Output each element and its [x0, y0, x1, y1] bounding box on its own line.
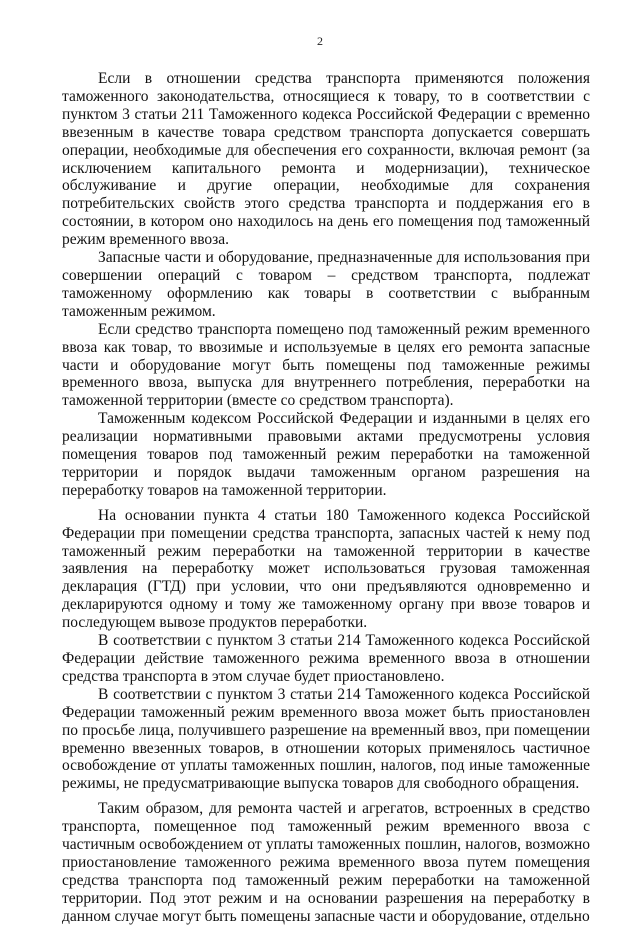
paragraph-3: Если средство транспорта помещено под таможенный режим временного ввоза как товар, то ввозимые и используемые в целях его ремонта запасные части и оборудование могут быть помещены под таможенные режимы временного ввоза, выпуска для внутреннего потребления, переработки на таможенной территории (вместе со средством транспорта). — [62, 320, 590, 410]
paragraph-8: Таким образом, для ремонта частей и агрегатов, встроенных в средство транспорта, помещенное под таможенный режим временного ввоза с частичным освобождением от уплаты таможенных пошлин, налогов, возможно приостановление таможенного режима временного ввоза путем помещения средства транспорта под таможенный режим переработки на таможенной территории. Под этот режим и на основании разрешения на переработку в данном случае могут быть помещены запасные части и оборудование, отдельно — [62, 800, 590, 925]
paragraph-4: Таможенным кодексом Российской Федерации и изданными в целях его реализации нормативными правовыми актами предусмотрены условия помещения товаров под таможенный режим переработки на таможенной территории и порядок выдачи таможенным органом разрешения на переработку товаров на таможенной территории. — [62, 410, 590, 499]
paragraph-7: В соответствии с пунктом 3 статьи 214 Таможенного кодекса Российской Федерации таможенный режим временного ввоза может быть приостановлен по просьбе лица, получившего разрешение на временный ввоз, при помещении временно ввезенных товаров, в отношении которых применялось частичное освобождение от уплаты таможенных пошлин, налогов, под иные таможенные режимы, не предусматривающие выпуска товаров для свободного обращения. — [62, 685, 590, 793]
document-body — [62, 70, 590, 926]
paragraph-1: Если в отношении средства транспорта применяются положения таможенного законодательства, относящиеся к товару, то в соответствии с пунктом 3 статьи 211 Таможенного кодекса Российской Федерации с временно ввезенным в качестве товара средством транспорта допускается совершать операции, необходимые для обеспечения его сохранности, включая ремонт (за исключением капитального ремонта и модернизации), техническое обслуживание и другие операции, необходимые для сохранения потребительских свойств этого средства транспорта и поддержания его в состоянии, в котором оно находилось на день его помещения под таможенный режим временного ввоза. — [62, 70, 590, 249]
paragraph-5: На основании пункта 4 статьи 180 Таможенного кодекса Российской Федерации при помещении средства транспорта, запасных частей к нему под таможенный режим переработки на таможенной территории в качестве заявления на переработку может использоваться грузовая таможенная декларация (ГТД) при условии, что они предъявляются одновременно и декларируются одному и тому же таможенному органу при ввозе товаров и последующем вывозе продуктов переработки. — [62, 506, 590, 632]
paragraph-2: Запасные части и оборудование, предназначенные для использования при совершении операций с товаром – средством транспорта, подлежат таможенному оформлению как товары в соответствии с выбранным таможенным режимом. — [62, 249, 590, 320]
paragraph-6: В соответствии с пунктом 3 статьи 214 Таможенного кодекса Российской Федерации действие таможенного режима временного ввоза в отношении средства транспорта в этом случае будет приостановлено. — [62, 632, 590, 685]
page-number: 2 — [317, 34, 323, 48]
